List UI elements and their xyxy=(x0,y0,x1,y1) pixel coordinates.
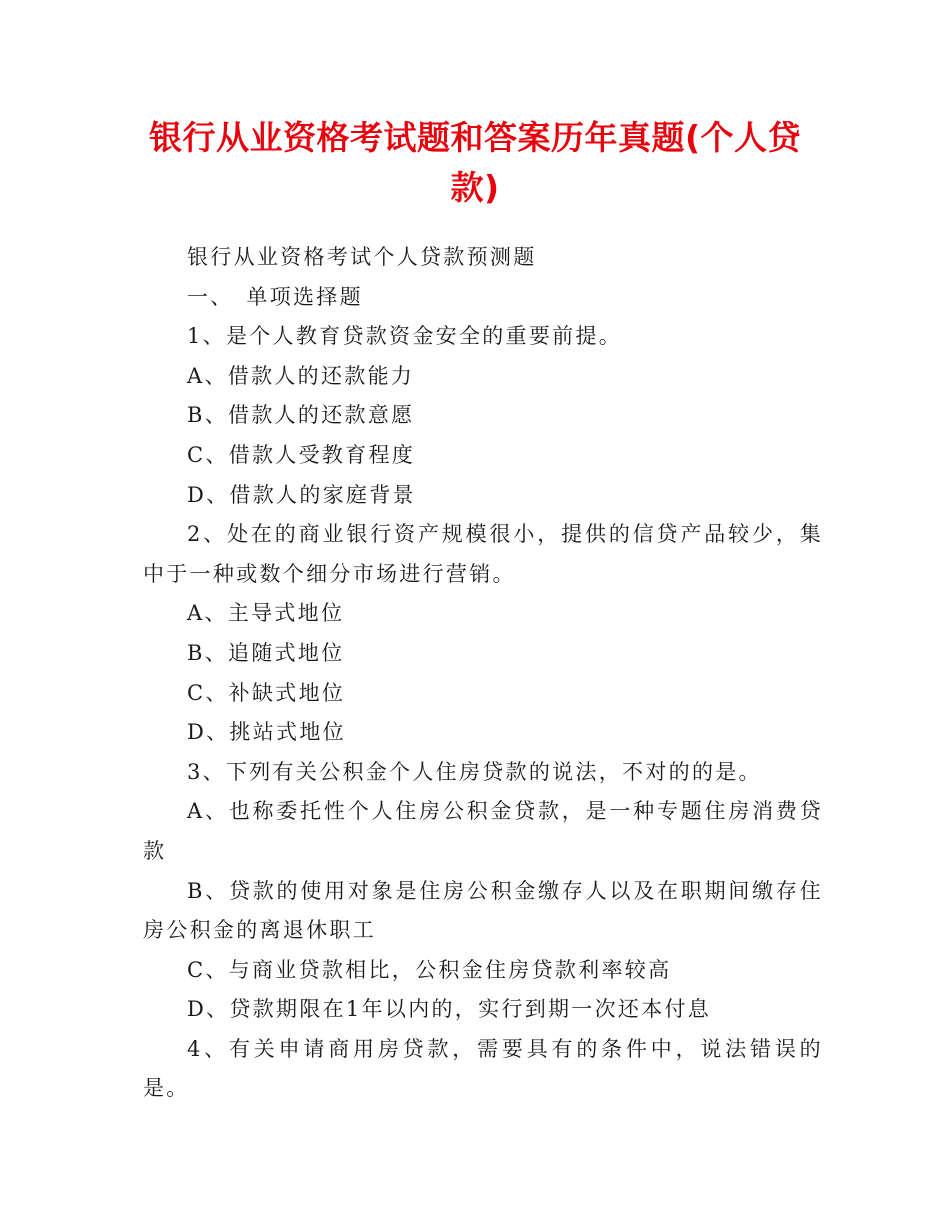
document-title: 银行从业资格考试题和答案历年真题(个人贷款) xyxy=(148,118,802,207)
option-3b: B、贷款的使用对象是住房公积金缴存人以及在职期间缴存住房公积金的离退休职工 xyxy=(143,878,823,943)
question-3: 3、下列有关公积金个人住房贷款的说法，不对的的是。 xyxy=(187,759,762,784)
question-type-heading: 一、 单项选择题 xyxy=(187,284,363,309)
question-1: 1、是个人教育贷款资金安全的重要前提。 xyxy=(187,324,623,349)
option-3a: A、也称委托性个人住房公积金贷款，是一种专题住房消费贷款 xyxy=(143,799,823,863)
option-1b: B、借款人的还款意愿 xyxy=(187,403,415,428)
option-2d: D、挑站式地位 xyxy=(187,720,346,745)
option-3c: C、与商业贷款相比，公积金住房贷款利率较高 xyxy=(187,957,672,982)
option-1a: A、借款人的还款能力 xyxy=(187,363,415,388)
document-body xyxy=(143,238,823,1109)
option-2c: C、补缺式地位 xyxy=(187,680,346,705)
option-1d: D、借款人的家庭背景 xyxy=(187,482,416,507)
option-1c: C、借款人受教育程度 xyxy=(187,442,416,467)
question-2: 2、处在的商业银行资产规模很小，提供的信贷产品较少，集中于一种或数个细分市场进行营销。 xyxy=(143,522,823,586)
option-2b: B、追随式地位 xyxy=(187,640,345,665)
section-heading: 银行从业资格考试个人贷款预测题 xyxy=(187,245,537,269)
option-3d: D、贷款期限在1年以内的，实行到期一次还本付息 xyxy=(187,997,712,1022)
question-4: 4、有关申请商用房贷款，需要具有的条件中，说法错误的是。 xyxy=(143,1036,823,1101)
option-2a: A、主导式地位 xyxy=(187,601,345,626)
